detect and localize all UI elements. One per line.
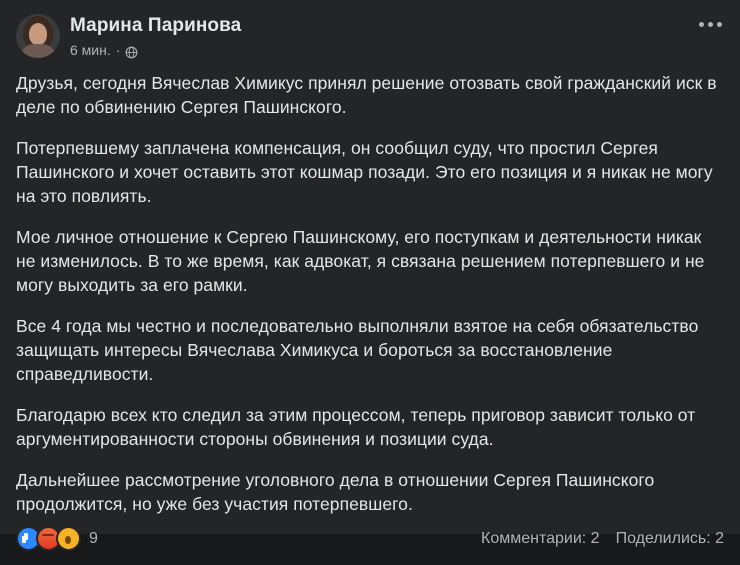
post-stats <box>465 530 724 548</box>
wow-reaction-icon <box>56 526 81 551</box>
post-paragraph: Потерпевшему заплачена компенсация, он сообщил суду, что простил Сергея Пашинского и хочет оставить этот кошмар позади. Это его позиция и я никак не могу на это повлиять. <box>16 138 713 206</box>
post-header-text <box>70 14 699 59</box>
more-options-icon[interactable] <box>699 14 724 27</box>
post-meta <box>70 41 699 59</box>
post-paragraph: Все 4 года мы честно и последовательно выполняли взятое на себя обязательство защищать интересы Вячеслава Химикуса и бороться за восстановление справедливости. <box>16 316 699 384</box>
post-body <box>16 69 724 516</box>
post-paragraph: Друзья, сегодня Вячеслав Химикус принял решение отозвать свой гражданский иск в деле по обвинению Сергея Пашинского. <box>16 73 717 117</box>
dot-1 <box>699 22 704 27</box>
post-paragraph: Дальнейшее рассмотрение уголовного дела в отношении Сергея Пашинского продолжится, но уже без участия потерпевшего. <box>16 470 655 514</box>
post-footer <box>16 516 724 565</box>
avatar-body <box>20 44 56 58</box>
comments-count[interactable]: Комментарии: 2 <box>481 529 600 547</box>
globe-icon <box>125 45 138 58</box>
reaction-count: 9 <box>89 529 98 547</box>
post-paragraph: Благодарю всех кто следил за этим процессом, теперь приговор зависит только от аргументированности стороны обвинения и позиции суда. <box>16 405 696 449</box>
post-header <box>16 12 724 69</box>
shares-count[interactable]: Поделились: 2 <box>615 529 724 547</box>
reactions-summary[interactable] <box>16 526 98 551</box>
dot-3 <box>717 22 722 27</box>
avatar-face <box>29 23 47 45</box>
post-paragraph: Мое личное отношение к Сергею Пашинскому, его поступкам и деятельности никак не изменилось. В то же время, как адвокат, я связана решением потерпевшего и не могу выходить за его рамки. <box>16 227 705 295</box>
post-timestamp[interactable]: 6 мин. <box>70 42 111 58</box>
post-author-name[interactable]: Марина Паринова <box>70 15 242 36</box>
avatar[interactable] <box>16 14 60 58</box>
dot-2 <box>708 22 713 27</box>
meta-separator: · <box>115 42 121 58</box>
